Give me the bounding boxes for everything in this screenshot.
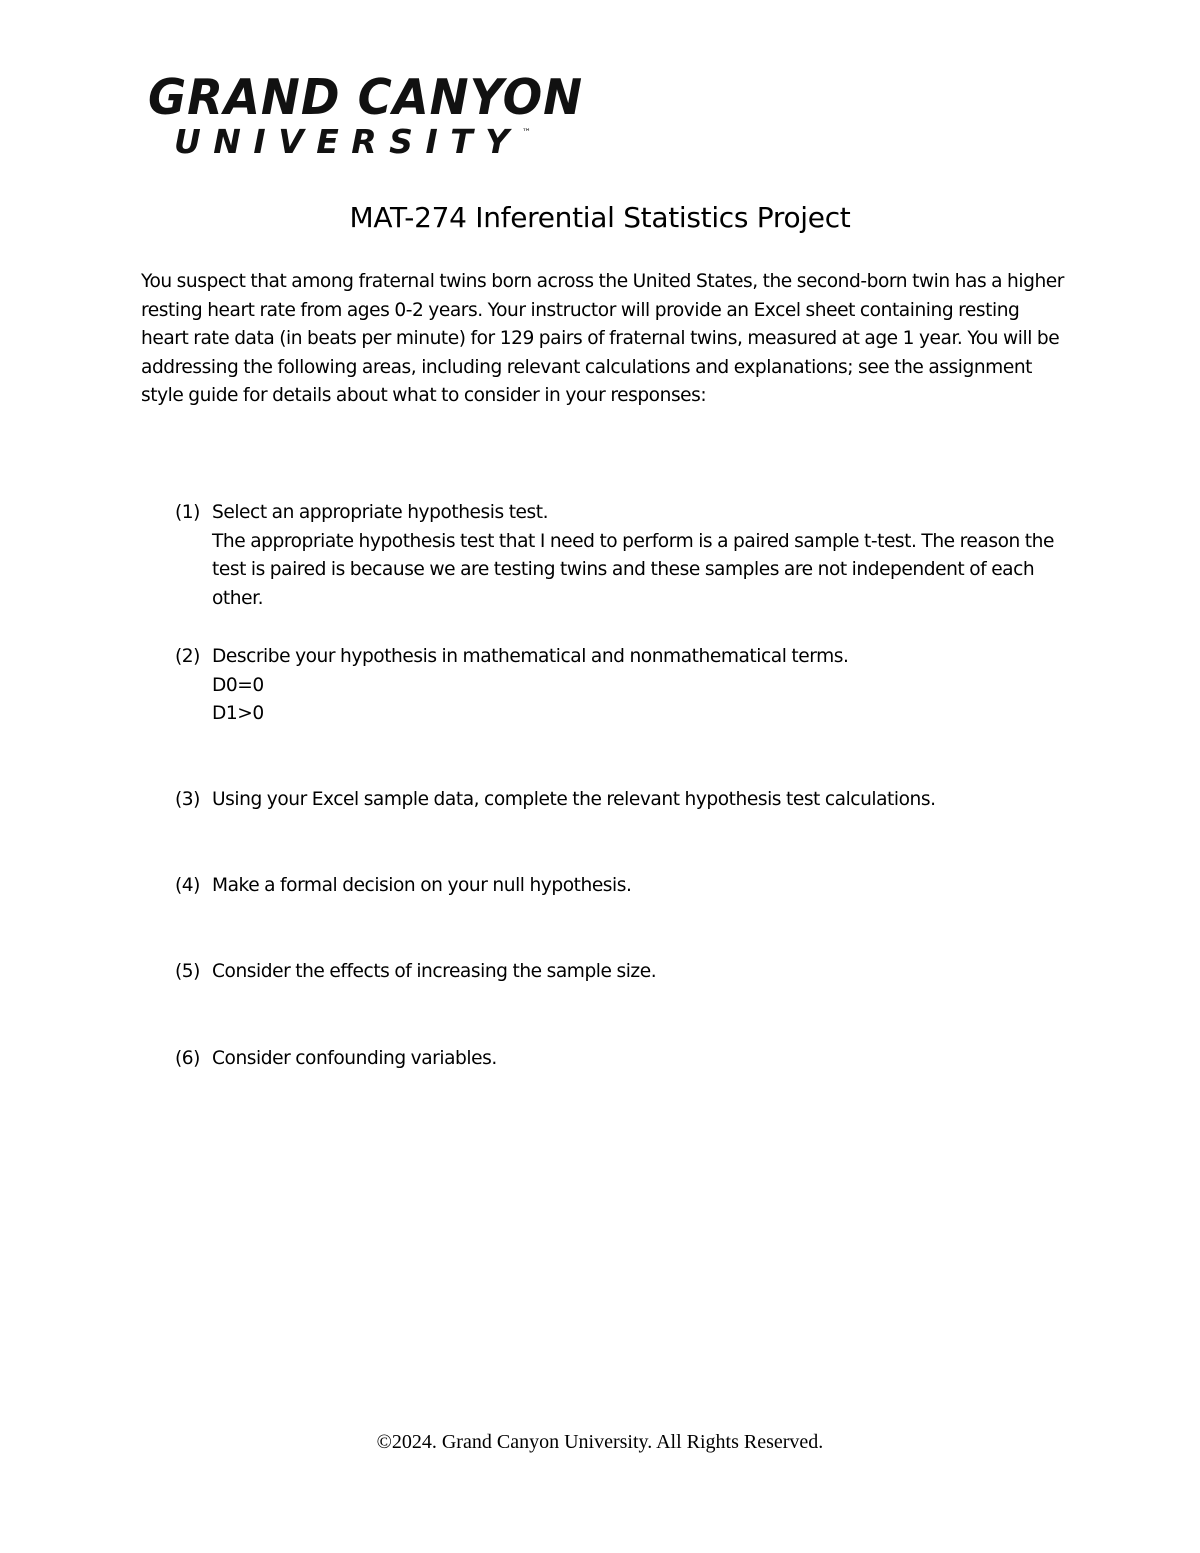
item-prompt: Consider the effects of increasing the sample size.	[212, 961, 657, 982]
list-item	[175, 643, 1055, 729]
copyright-footer: ©2024. Grand Canyon University. All Rights Reserved.	[376, 1431, 824, 1453]
university-logo	[140, 69, 584, 168]
item-prompt: Describe your hypothesis in mathematical and nonmathematical terms.	[212, 646, 849, 667]
item-answer: The appropriate hypothesis test that I need to perform is a paired sample t-test. The reason the test is paired is because we are testing twins and these samples are not independent of each other.	[212, 530, 1054, 609]
logo-wordmark-bottom: UNIVERSITY	[174, 122, 522, 161]
logo-trademark: ™	[522, 128, 531, 138]
logo-wordmark-top: GRAND CANYON	[148, 69, 584, 126]
list-item	[175, 958, 1055, 987]
list-item	[175, 872, 1055, 901]
item-number: (3)	[175, 789, 200, 810]
item-prompt: Make a formal decision on your null hypothesis.	[212, 875, 632, 896]
list-item	[175, 499, 1055, 613]
item-number: (5)	[175, 961, 200, 982]
list-item	[175, 786, 1055, 815]
item-prompt: Consider confounding variables.	[212, 1048, 497, 1069]
item-number: (4)	[175, 875, 200, 896]
item-prompt: Select an appropriate hypothesis test.	[212, 502, 549, 523]
item-prompt: Using your Excel sample data, complete the relevant hypothesis test calculations.	[212, 789, 936, 810]
page-title: MAT-274 Inferential Statistics Project	[349, 201, 851, 234]
item-number: (6)	[175, 1048, 200, 1069]
intro-paragraph: You suspect that among fraternal twins born across the United States, the second-born twin has a higher resting heart rate from ages 0-2 years. Your instructor will provide an Excel sheet containing resting heart rate data (in beats per minute) for 129 pairs of fraternal twins, measured at age 1 year. You will be addressing the following areas, including relevant calculations and explanations; see the assignment style guide for details about what to consider in your responses:	[141, 271, 1064, 407]
item-answer-alternative: D1>0	[212, 703, 264, 725]
item-answer-null: D0=0	[212, 674, 264, 696]
item-number: (2)	[175, 646, 200, 667]
item-number: (1)	[175, 502, 200, 523]
list-item	[175, 1045, 1055, 1074]
